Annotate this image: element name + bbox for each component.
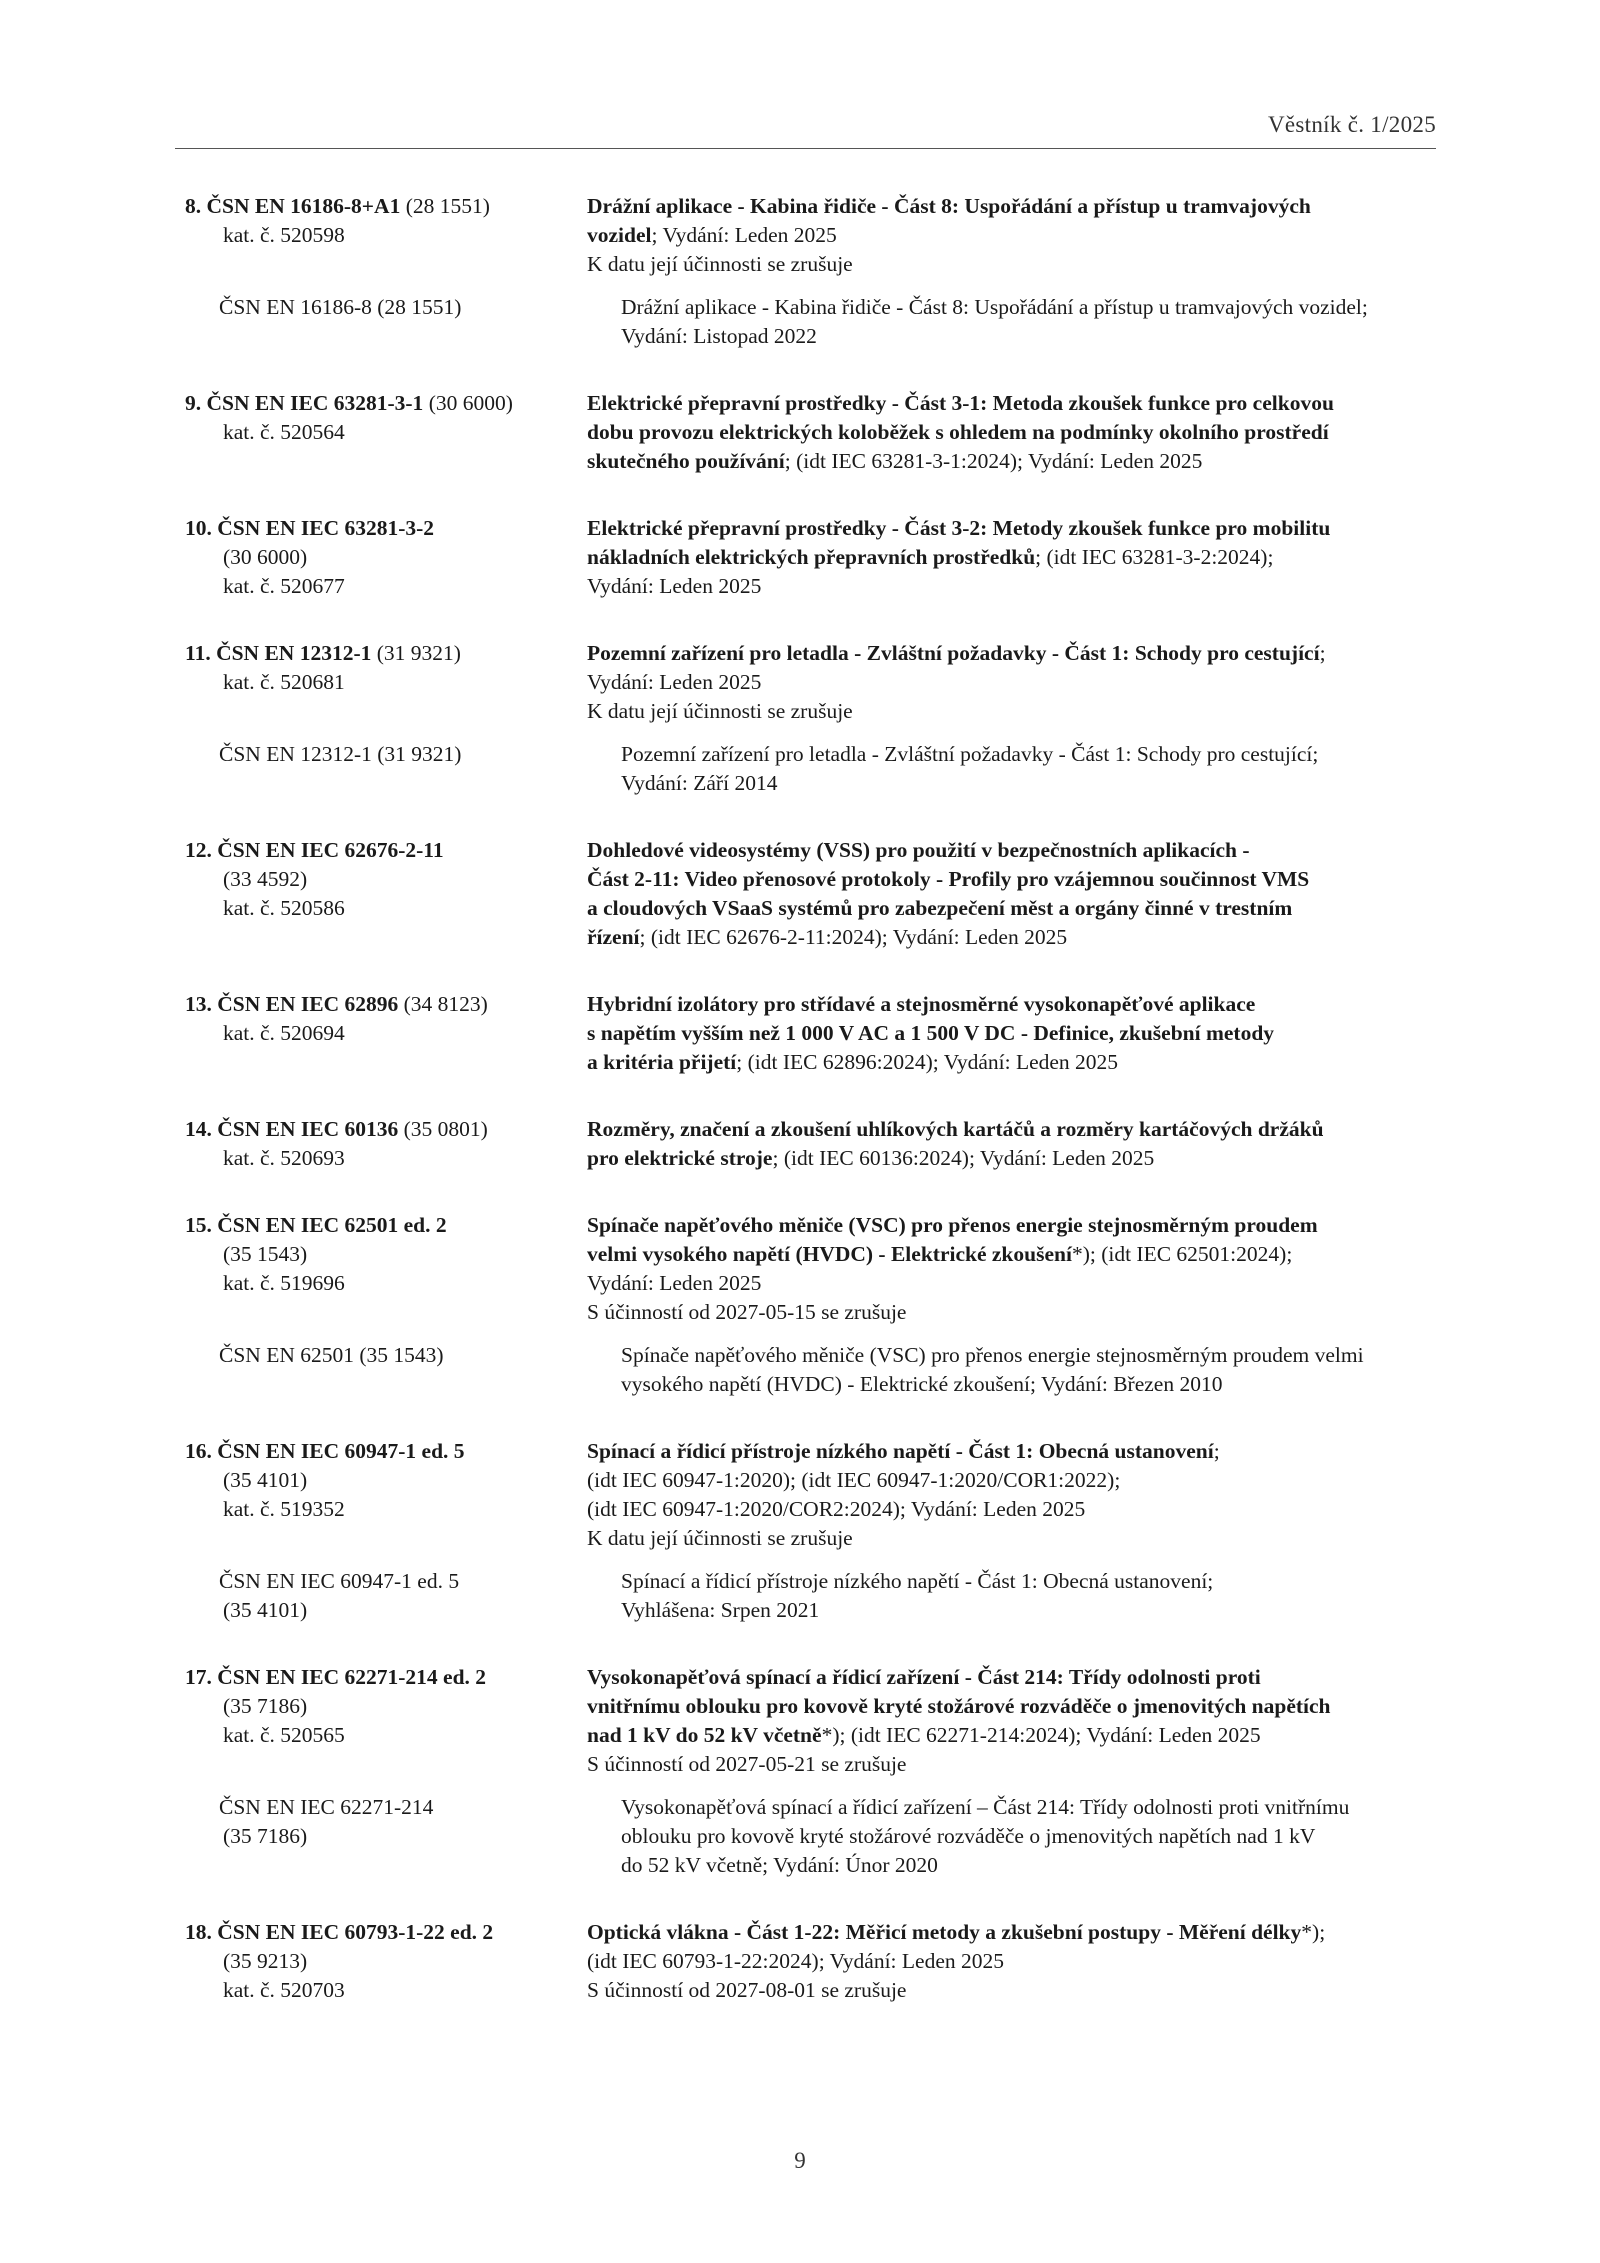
standard-description <box>587 192 1437 279</box>
standard-title: vozidel <box>587 223 652 247</box>
identifier-line <box>185 894 587 923</box>
replaced-identifier-line: ČSN EN 12312-1 (31 9321) <box>219 742 462 766</box>
page-header <box>175 112 1436 149</box>
replaced-description <box>621 1793 1437 1880</box>
standard-title: Spínací a řídicí přístroje nízkého napětí - Část 1: Obecná ustanovení <box>587 1439 1214 1463</box>
classification-code: (34 8123) <box>398 992 488 1016</box>
entry-number: 14. <box>185 1117 212 1141</box>
standard-code: ČSN EN IEC 63281-3-1 <box>206 391 424 415</box>
standard-details: ; Vydání: Leden 2025 <box>651 223 837 247</box>
identifier-line <box>185 1918 587 1947</box>
standard-code: ČSN EN IEC 62676-2-11 <box>217 838 444 862</box>
description-line <box>587 1466 1437 1495</box>
standard-entry <box>185 1211 1437 1399</box>
identifier-detail: (30 6000) <box>223 545 308 569</box>
standard-description <box>587 1437 1437 1553</box>
replaced-description-line: vysokého napětí (HVDC) - Elektrické zkoušení; Vydání: Březen 2010 <box>621 1372 1223 1396</box>
standard-details: S účinností od 2027-05-21 se zrušuje <box>587 1752 907 1776</box>
standard-identifier <box>185 389 587 476</box>
identifier-line <box>185 668 587 697</box>
standard-code: ČSN EN IEC 60793-1-22 ed. 2 <box>217 1920 494 1944</box>
identifier-detail: (35 9213) <box>223 1949 308 1973</box>
standard-details: K datu její účinnosti se zrušuje <box>587 699 853 723</box>
replaced-standard-row <box>185 293 1437 351</box>
standard-description <box>587 514 1437 601</box>
standard-main-row <box>185 514 1437 601</box>
standard-title: Elektrické přepravní prostředky - Část 3-1: Metoda zkoušek funkce pro celkovou <box>587 391 1334 415</box>
description-line <box>587 250 1437 279</box>
replaced-description-line: do 52 kV včetně; Vydání: Únor 2020 <box>621 1853 938 1877</box>
replaced-description-line: Vyhlášena: Srpen 2021 <box>621 1598 820 1622</box>
standard-identifier <box>185 1437 587 1553</box>
description-line <box>587 1692 1437 1721</box>
replaced-description-line: Pozemní zařízení pro letadla - Zvláštní požadavky - Část 1: Schody pro cestující; <box>621 742 1319 766</box>
standard-code: ČSN EN IEC 63281-3-2 <box>217 516 435 540</box>
replaced-description <box>621 740 1437 798</box>
description-line <box>587 865 1437 894</box>
replaced-description-line: Spínače napěťového měniče (VSC) pro přenos energie stejnosměrným proudem velmi <box>621 1343 1364 1367</box>
standard-main-row <box>185 1663 1437 1779</box>
standard-title: nad 1 kV do 52 kV včetně <box>587 1723 822 1747</box>
standard-details: Vydání: Leden 2025 <box>587 574 762 598</box>
description-line <box>587 192 1437 221</box>
standard-details: ; <box>1319 641 1326 665</box>
identifier-line <box>185 1144 587 1173</box>
description-line <box>587 543 1437 572</box>
standard-details: K datu její účinnosti se zrušuje <box>587 1526 853 1550</box>
standard-title: pro elektrické stroje <box>587 1146 773 1170</box>
replaced-identifier-line: ČSN EN 16186-8 (28 1551) <box>219 295 462 319</box>
replaced-identifier <box>185 1567 621 1625</box>
standard-main-row <box>185 389 1437 476</box>
identifier-detail: kat. č. 520703 <box>223 1978 345 2002</box>
standard-code: ČSN EN IEC 60947-1 ed. 5 <box>217 1439 465 1463</box>
standard-details: *); (idt IEC 62501:2024); <box>1071 1242 1293 1266</box>
standard-entry <box>185 1115 1437 1173</box>
description-line <box>587 572 1437 601</box>
entry-number: 10. <box>185 516 212 540</box>
replaced-description <box>621 1567 1437 1625</box>
standard-identifier <box>185 836 587 952</box>
replaced-identifier <box>185 1793 621 1880</box>
replaced-standard-row <box>185 1567 1437 1625</box>
standard-title: s napětím vyšším než 1 000 V AC a 1 500 V DC - Definice, zkušební metody <box>587 1021 1275 1045</box>
journal-title: Věstník č. 1/2025 <box>1268 112 1436 137</box>
description-line <box>587 1437 1437 1466</box>
standard-title: Drážní aplikace - Kabina řidiče - Část 8: Uspořádání a přístup u tramvajových <box>587 194 1311 218</box>
identifier-line <box>185 514 587 543</box>
standard-identifier <box>185 192 587 279</box>
identifier-line <box>185 990 587 1019</box>
identifier-detail: (35 1543) <box>223 1242 308 1266</box>
identifier-line <box>185 865 587 894</box>
identifier-line <box>185 639 587 668</box>
standard-details: (idt IEC 60793-1-22:2024); Vydání: Leden 2025 <box>587 1949 1005 1973</box>
standard-title: řízení <box>587 925 640 949</box>
identifier-line <box>185 1495 587 1524</box>
standard-code: ČSN EN IEC 60136 <box>217 1117 399 1141</box>
description-line <box>587 418 1437 447</box>
replaced-identifier <box>185 740 621 798</box>
standard-main-row <box>185 1437 1437 1553</box>
identifier-detail: (35 7186) <box>223 1694 308 1718</box>
standard-main-row <box>185 1211 1437 1327</box>
identifier-line <box>185 1437 587 1466</box>
standard-title: a cloudových VSaaS systémů pro zabezpečení měst a orgány činné v trestním <box>587 896 1293 920</box>
description-line <box>587 639 1437 668</box>
identifier-detail: kat. č. 520694 <box>223 1021 345 1045</box>
replaced-identifier <box>185 1341 621 1399</box>
description-line <box>587 1269 1437 1298</box>
standard-details: *); (idt IEC 62271-214:2024); Vydání: Leden 2025 <box>821 1723 1261 1747</box>
description-line <box>587 990 1437 1019</box>
identifier-detail: (33 4592) <box>223 867 308 891</box>
entry-number: 12. <box>185 838 212 862</box>
replaced-identifier <box>185 293 621 351</box>
standard-details: S účinností od 2027-08-01 se zrušuje <box>587 1978 907 2002</box>
entry-number: 15. <box>185 1213 212 1237</box>
standard-main-row <box>185 639 1437 726</box>
page-number: 9 <box>794 2148 806 2173</box>
replaced-identifier-line: (35 4101) <box>223 1598 308 1622</box>
classification-code: (35 0801) <box>398 1117 488 1141</box>
identifier-detail: kat. č. 519352 <box>223 1497 345 1521</box>
description-line <box>587 1750 1437 1779</box>
standard-details: K datu její účinnosti se zrušuje <box>587 252 853 276</box>
description-line <box>587 1048 1437 1077</box>
classification-code: (31 9321) <box>371 641 461 665</box>
description-line <box>587 1298 1437 1327</box>
standard-title: Pozemní zařízení pro letadla - Zvláštní požadavky - Část 1: Schody pro cestující <box>587 641 1320 665</box>
standard-identifier <box>185 1115 587 1173</box>
identifier-line <box>185 1947 587 1976</box>
standard-identifier <box>185 1663 587 1779</box>
standard-details: Vydání: Leden 2025 <box>587 670 762 694</box>
description-line <box>587 1240 1437 1269</box>
standard-entry <box>185 192 1437 351</box>
standard-code: ČSN EN IEC 62271-214 ed. 2 <box>217 1665 487 1689</box>
standard-entry <box>185 836 1437 952</box>
standard-title: Vysokonapěťová spínací a řídicí zařízení - Část 214: Třídy odolnosti proti <box>587 1665 1261 1689</box>
standard-entry <box>185 1918 1437 2005</box>
standard-details: ; (idt IEC 63281-3-1:2024); Vydání: Leden 2025 <box>784 449 1203 473</box>
replaced-description-line: Vydání: Září 2014 <box>621 771 778 795</box>
standard-entry <box>185 639 1437 798</box>
standard-title: Hybridní izolátory pro střídavé a stejnosměrné vysokonapěťové aplikace <box>587 992 1256 1016</box>
replaced-description-line: Drážní aplikace - Kabina řidiče - Část 8: Uspořádání a přístup u tramvajových vozidel; <box>621 295 1368 319</box>
identifier-line <box>185 1269 587 1298</box>
replaced-standard-row <box>185 1793 1437 1880</box>
description-line <box>587 1524 1437 1553</box>
description-line <box>587 668 1437 697</box>
standard-details: S účinností od 2027-05-15 se zrušuje <box>587 1300 907 1324</box>
standard-main-row <box>185 192 1437 279</box>
identifier-detail: kat. č. 520586 <box>223 896 345 920</box>
identifier-line <box>185 1019 587 1048</box>
standard-description <box>587 990 1437 1077</box>
description-line <box>587 1663 1437 1692</box>
standard-entry <box>185 389 1437 476</box>
description-line <box>587 923 1437 952</box>
replaced-description <box>621 293 1437 351</box>
entry-number: 16. <box>185 1439 212 1463</box>
standard-title: Elektrické přepravní prostředky - Část 3-2: Metody zkoušek funkce pro mobilitu <box>587 516 1331 540</box>
standard-details: ; (idt IEC 63281-3-2:2024); <box>1035 545 1274 569</box>
description-line <box>587 221 1437 250</box>
identifier-line <box>185 1240 587 1269</box>
identifier-line <box>185 1211 587 1240</box>
standard-details: Vydání: Leden 2025 <box>587 1271 762 1295</box>
standard-identifier <box>185 1918 587 2005</box>
standard-title: Dohledové videosystémy (VSS) pro použití v bezpečnostních aplikacích - <box>587 838 1250 862</box>
replaced-standard-row <box>185 1341 1437 1399</box>
standard-entry <box>185 514 1437 601</box>
standard-title: Část 2-11: Video přenosové protokoly - Profily pro vzájemnou součinnost VMS <box>587 867 1310 891</box>
replaced-description-line: Vydání: Listopad 2022 <box>621 324 817 348</box>
standard-details: ; (idt IEC 62676-2-11:2024); Vydání: Leden 2025 <box>639 925 1068 949</box>
identifier-line <box>185 1663 587 1692</box>
standard-description <box>587 836 1437 952</box>
description-line <box>587 447 1437 476</box>
standard-code: ČSN EN 16186-8+A1 <box>206 194 401 218</box>
replaced-identifier-line: (35 7186) <box>223 1824 308 1848</box>
description-line <box>587 1495 1437 1524</box>
identifier-line <box>185 543 587 572</box>
description-line <box>587 1947 1437 1976</box>
entry-number: 8. <box>185 194 202 218</box>
standard-identifier <box>185 639 587 726</box>
standard-entry <box>185 1663 1437 1880</box>
standard-identifier <box>185 1211 587 1327</box>
identifier-line <box>185 836 587 865</box>
standard-description <box>587 389 1437 476</box>
standard-details: *); <box>1301 1920 1326 1944</box>
standard-details: (idt IEC 60947-1:2020/COR2:2024); Vydání: Leden 2025 <box>587 1497 1086 1521</box>
replaced-description-line: oblouku pro kovově kryté stožárové rozváděče o jmenovitých napětích nad 1 kV <box>621 1824 1316 1848</box>
description-line <box>587 514 1437 543</box>
entry-number: 18. <box>185 1920 212 1944</box>
description-line <box>587 1976 1437 2005</box>
standard-identifier <box>185 514 587 601</box>
standard-title: Rozměry, značení a zkoušení uhlíkových kartáčů a rozměry kartáčových držáků <box>587 1117 1324 1141</box>
description-line <box>587 1211 1437 1240</box>
entry-number: 13. <box>185 992 212 1016</box>
description-line <box>587 836 1437 865</box>
standard-title: dobu provozu elektrických koloběžek s ohledem na podmínky okolního prostředí <box>587 420 1329 444</box>
standard-description <box>587 1115 1437 1173</box>
replaced-description-line: Vysokonapěťová spínací a řídicí zařízení – Část 214: Třídy odolnosti proti vnitřnímu <box>621 1795 1350 1819</box>
identifier-line <box>185 1721 587 1750</box>
classification-code: (30 6000) <box>423 391 513 415</box>
standard-title: nákladních elektrických přepravních prostředků <box>587 545 1036 569</box>
description-line <box>587 1019 1437 1048</box>
standard-title: Optická vlákna - Část 1-22: Měřicí metody a zkušební postupy - Měření délky <box>587 1920 1302 1944</box>
identifier-line <box>185 1466 587 1495</box>
standard-entry <box>185 990 1437 1077</box>
standard-code: ČSN EN 12312-1 <box>216 641 372 665</box>
standard-details: ; <box>1213 1439 1220 1463</box>
standard-title: skutečného používání <box>587 449 785 473</box>
standard-title: a kritéria přijetí <box>587 1050 737 1074</box>
entry-number: 17. <box>185 1665 212 1689</box>
replaced-description-line: Spínací a řídicí přístroje nízkého napětí - Část 1: Obecná ustanovení; <box>621 1569 1214 1593</box>
description-line <box>587 697 1437 726</box>
identifier-line <box>185 418 587 447</box>
standard-details: ; (idt IEC 60136:2024); Vydání: Leden 2025 <box>772 1146 1155 1170</box>
description-line <box>587 1115 1437 1144</box>
standard-title: vnitřnímu oblouku pro kovově kryté stožárové rozváděče o jmenovitých napětích <box>587 1694 1331 1718</box>
description-line <box>587 1918 1437 1947</box>
replaced-identifier-line: ČSN EN IEC 60947-1 ed. 5 <box>219 1569 460 1593</box>
identifier-line <box>185 1976 587 2005</box>
description-line <box>587 389 1437 418</box>
standard-description <box>587 1211 1437 1327</box>
identifier-line <box>185 1115 587 1144</box>
standard-details: ; (idt IEC 62896:2024); Vydání: Leden 2025 <box>736 1050 1119 1074</box>
standard-code: ČSN EN IEC 62896 <box>217 992 399 1016</box>
identifier-line <box>185 221 587 250</box>
identifier-detail: kat. č. 520564 <box>223 420 345 444</box>
identifier-line <box>185 192 587 221</box>
standard-title: velmi vysokého napětí (HVDC) - Elektrické zkoušení <box>587 1242 1072 1266</box>
identifier-detail: kat. č. 520565 <box>223 1723 345 1747</box>
identifier-line <box>185 389 587 418</box>
standard-details: (idt IEC 60947-1:2020); (idt IEC 60947-1:2020/COR1:2022); <box>587 1468 1121 1492</box>
replaced-identifier-line: ČSN EN 62501 (35 1543) <box>219 1343 444 1367</box>
standard-entry <box>185 1437 1437 1625</box>
identifier-detail: kat. č. 520598 <box>223 223 345 247</box>
standards-list <box>185 192 1437 2043</box>
identifier-detail: (35 4101) <box>223 1468 308 1492</box>
entry-number: 11. <box>185 641 211 665</box>
standard-code: ČSN EN IEC 62501 ed. 2 <box>217 1213 447 1237</box>
identifier-detail: kat. č. 519696 <box>223 1271 345 1295</box>
standard-identifier <box>185 990 587 1077</box>
standard-description <box>587 1918 1437 2005</box>
replaced-identifier-line: ČSN EN IEC 62271-214 <box>219 1795 434 1819</box>
description-line <box>587 1721 1437 1750</box>
identifier-line <box>185 572 587 601</box>
standard-main-row <box>185 1115 1437 1173</box>
identifier-line <box>185 1692 587 1721</box>
description-line <box>587 1144 1437 1173</box>
replaced-description <box>621 1341 1437 1399</box>
standard-main-row <box>185 836 1437 952</box>
standard-main-row <box>185 1918 1437 2005</box>
standard-description <box>587 639 1437 726</box>
entry-number: 9. <box>185 391 202 415</box>
standard-description <box>587 1663 1437 1779</box>
description-line <box>587 894 1437 923</box>
identifier-detail: kat. č. 520693 <box>223 1146 345 1170</box>
replaced-standard-row <box>185 740 1437 798</box>
standard-title: Spínače napěťového měniče (VSC) pro přenos energie stejnosměrným proudem <box>587 1213 1318 1237</box>
identifier-detail: kat. č. 520681 <box>223 670 345 694</box>
classification-code: (28 1551) <box>400 194 490 218</box>
standard-main-row <box>185 990 1437 1077</box>
identifier-detail: kat. č. 520677 <box>223 574 345 598</box>
